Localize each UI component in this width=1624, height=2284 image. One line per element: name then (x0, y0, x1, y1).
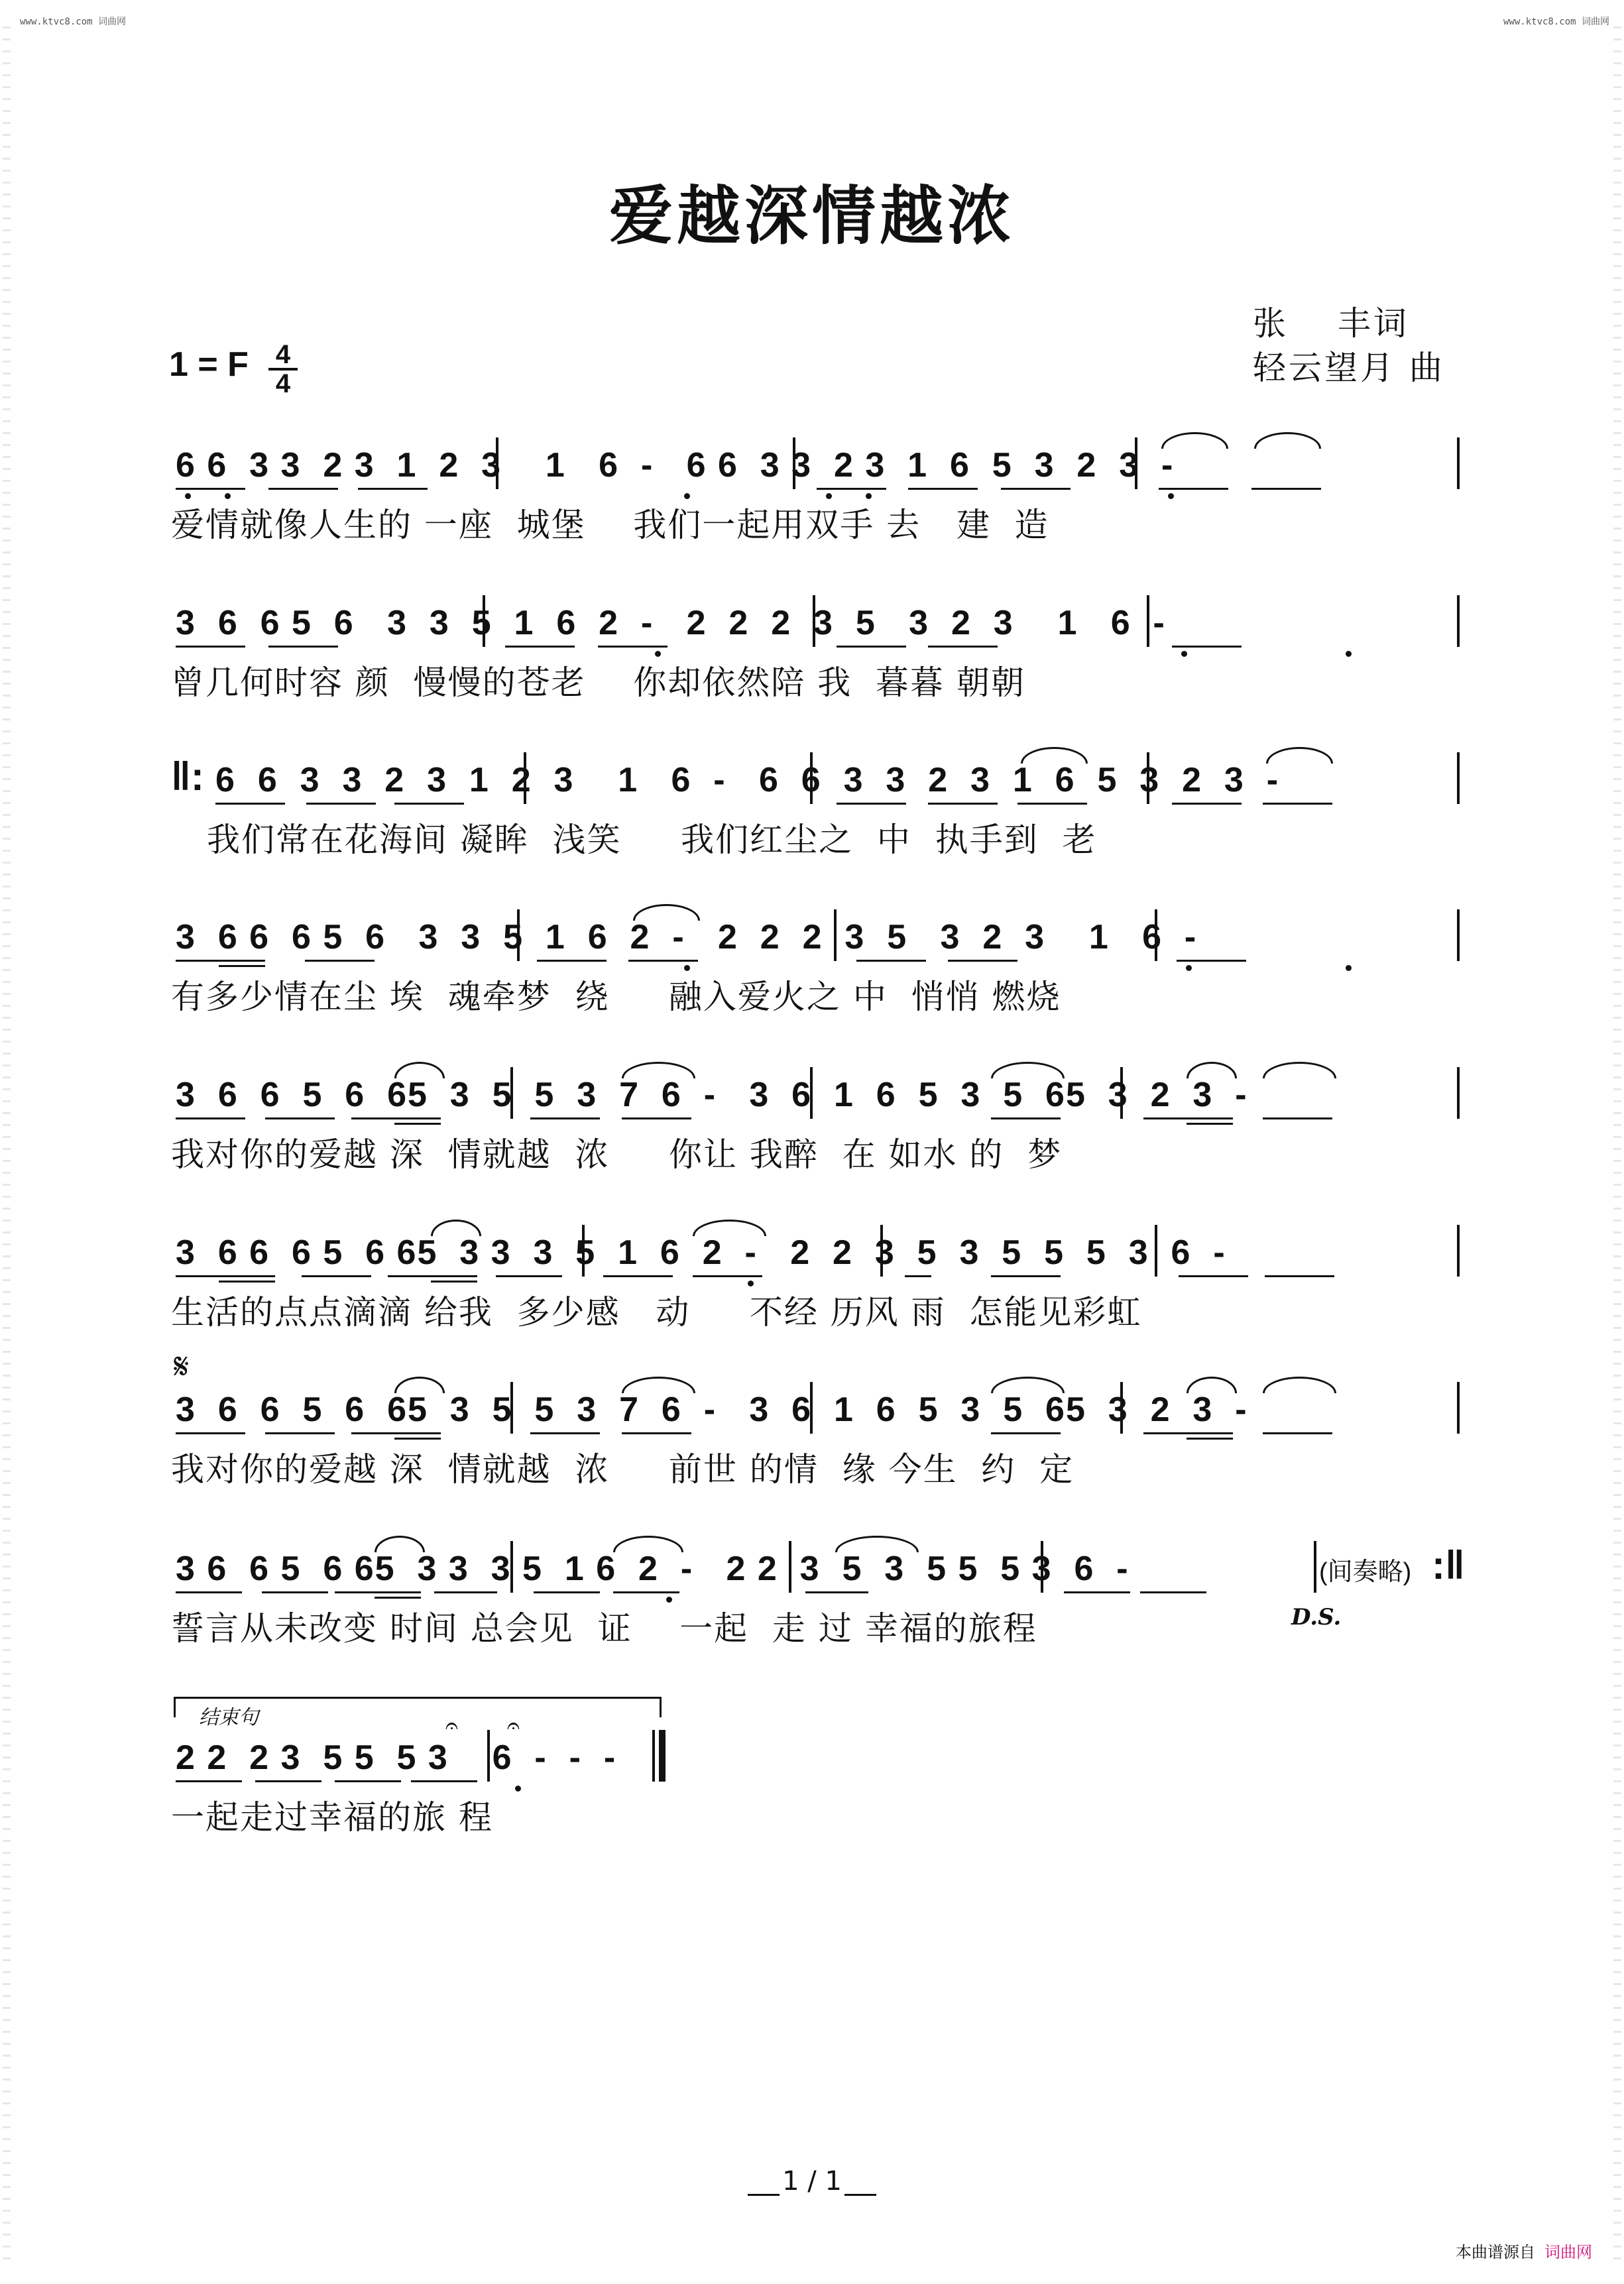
underline (1263, 1117, 1332, 1119)
slur (991, 1377, 1065, 1393)
underline (1140, 1591, 1206, 1593)
underline (411, 1780, 477, 1782)
slur (835, 1536, 919, 1552)
double-underline (219, 965, 265, 967)
barline (810, 752, 813, 804)
underline (176, 960, 265, 962)
barline (1457, 1225, 1460, 1277)
footer-source-label: 本曲谱源自 (1456, 2243, 1535, 2261)
low-octave-dot (866, 493, 872, 499)
slur (1254, 432, 1321, 449)
underline (302, 1275, 371, 1277)
barline (1120, 1382, 1123, 1434)
ending-label: 结束句 (199, 1706, 259, 1729)
underline (928, 803, 998, 805)
final-barline-thin (652, 1730, 655, 1782)
underline (598, 646, 667, 648)
underline (530, 1432, 600, 1434)
underline (1263, 803, 1332, 805)
underline (306, 803, 376, 805)
segno-sign: 𝄋 (174, 1345, 190, 1387)
notes-line: 3 6 6 5 6 65 3 5 5 3 7 6 - 3 6 1 6 5 3 5 65 3 2 3 - (176, 1076, 1248, 1114)
system-6 (0, 1225, 1624, 1344)
low-octave-dot (826, 493, 832, 499)
underline (394, 803, 464, 805)
slur (1263, 1062, 1336, 1078)
underline (1001, 488, 1071, 490)
double-underline (375, 1597, 421, 1599)
underline (928, 646, 998, 648)
low-octave-dot (684, 965, 690, 971)
barline (793, 437, 795, 489)
slur (1161, 432, 1228, 449)
lyrics-line: 誓言从未改变 时间 总会见 证 一起 走 过 幸福的旅程 (171, 1609, 1037, 1648)
barline (487, 1730, 490, 1782)
barline (813, 595, 815, 647)
key-signature: 1 = F (169, 345, 249, 384)
lyrics-line: 我对你的爱越 深 情就越 浓 你让 我醉 在 如水 的 梦 (171, 1135, 1063, 1174)
underline (176, 1117, 245, 1119)
underline (991, 1432, 1061, 1434)
underline (1064, 1591, 1130, 1593)
underline (262, 1591, 328, 1593)
low-octave-dot (1186, 965, 1192, 971)
barline (1155, 909, 1157, 961)
system-4 (0, 909, 1624, 1029)
barline (510, 1067, 513, 1119)
underline (176, 488, 245, 490)
header-url-right: www.ktvc8.com 词曲网 (1503, 17, 1610, 27)
underline (388, 1275, 477, 1277)
underline (805, 1591, 868, 1593)
slur (1266, 747, 1333, 764)
barline (1314, 1541, 1316, 1593)
slur (693, 1220, 766, 1236)
slur (991, 1062, 1065, 1078)
barline (1457, 909, 1460, 961)
underline (268, 646, 338, 648)
underline (496, 1275, 562, 1277)
underline (255, 1780, 321, 1782)
underline (537, 960, 607, 962)
slur (1021, 747, 1088, 764)
slur (1263, 1377, 1336, 1393)
low-octave-dot (655, 651, 661, 657)
underline (351, 1432, 441, 1434)
underline (534, 1591, 600, 1593)
notes-line: 3 6 6 5 6 65 3 3 3 5 1 6 2 - 2 2 3 5 3 5 5 5 3 6 - (176, 1550, 1130, 1588)
underline (176, 1591, 242, 1593)
underline (358, 488, 428, 490)
underline (335, 1591, 421, 1593)
system-2 (0, 595, 1624, 714)
low-octave-dot (1168, 493, 1174, 499)
underline (613, 1591, 679, 1593)
underline (628, 960, 698, 962)
barline (810, 1067, 813, 1119)
lyrics-line: 我们常在花海间 凝眸 浅笑 我们红尘之 中 执手到 老 (207, 821, 1097, 859)
time-signature-top: 4 (275, 340, 291, 369)
underline (908, 488, 978, 490)
underline (817, 488, 886, 490)
barline (1147, 595, 1149, 647)
barline (582, 1225, 585, 1277)
low-octave-dot (684, 493, 690, 499)
barline (524, 752, 526, 804)
low-octave-dot (1181, 651, 1187, 657)
notes-line: 3 6 6 5 6 3 3 5 1 6 2 - 2 2 2 3 5 3 2 3 1 6 - (176, 604, 1166, 642)
repeat-end-sign: :‖ (1432, 1543, 1465, 1587)
underline (1159, 488, 1228, 490)
repeat-start-sign: ‖: (171, 754, 204, 799)
composer-credit: 轻云望月 曲 (1253, 349, 1445, 387)
page-number-line-left (748, 2194, 780, 2196)
system-8 (0, 1541, 1624, 1660)
fermata-icon: 𝄐 (445, 1713, 458, 1739)
barline (1457, 595, 1460, 647)
underline (991, 1117, 1061, 1119)
underline (176, 1432, 245, 1434)
low-octave-dot (225, 493, 231, 499)
underline (335, 1780, 401, 1782)
underline (693, 1275, 762, 1277)
footer-site-link[interactable]: 词曲网 (1544, 2243, 1592, 2261)
time-signature-bottom: 4 (275, 369, 291, 398)
underline (215, 803, 285, 805)
final-barline-thick (659, 1730, 666, 1782)
slur (622, 1062, 695, 1078)
lyrics-line: 爱情就像人生的 一座 城堡 我们一起用双手 去 建 造 (171, 506, 1049, 544)
underline (176, 646, 245, 648)
barline (496, 437, 498, 489)
dal-segno-mark: D.S. (1291, 1604, 1342, 1630)
barline (1457, 752, 1460, 804)
underline (1265, 1275, 1334, 1277)
underline (1172, 646, 1242, 648)
double-underline (394, 1438, 441, 1440)
barline (1155, 1225, 1157, 1277)
underline (505, 646, 575, 648)
slur (394, 1377, 445, 1393)
lyrics-line: 曾几何时容 颜 慢慢的苍老 你却依然陪 我 暮暮 朝朝 (171, 663, 1025, 702)
barline (1457, 1382, 1460, 1434)
double-underline (394, 1123, 441, 1125)
barline (834, 909, 837, 961)
underline (622, 1432, 691, 1434)
slur (613, 1536, 683, 1552)
low-octave-dot (1346, 965, 1352, 971)
slur (1187, 1062, 1237, 1078)
barline (510, 1541, 513, 1593)
barline (810, 1382, 813, 1434)
low-octave-dot (515, 1786, 521, 1792)
underline (1172, 803, 1242, 805)
lyrics-line: 生活的点点滴滴 给我 多少感 动 不经 历风 雨 怎能见彩虹 (171, 1293, 1142, 1332)
slur (394, 1062, 445, 1078)
barline (1041, 1541, 1043, 1593)
slur (431, 1220, 481, 1236)
barline (789, 1541, 791, 1593)
page-number: 1 / 1 (782, 2166, 842, 2197)
system-5 (0, 1067, 1624, 1186)
notes-line: 6 6 3 3 2 3 1 2 3 1 6 - 6 6 3 3 2 3 1 6 5 3 2 3 - (215, 761, 1280, 799)
barline (1120, 1067, 1123, 1119)
underline (265, 1432, 335, 1434)
lyrics-line: 我对你的爱越 深 情就越 浓 前世 的情 缘 今生 约 定 (171, 1450, 1074, 1489)
underline (1179, 1275, 1248, 1277)
barline (510, 1382, 513, 1434)
double-underline (1187, 1438, 1233, 1440)
underline (305, 960, 375, 962)
barline (1135, 437, 1137, 489)
underline (622, 1117, 691, 1119)
interlude-note: (间奏略) (1319, 1558, 1412, 1586)
low-octave-dot (185, 493, 191, 499)
barline (1457, 1067, 1460, 1119)
system-7 (0, 1382, 1624, 1501)
barline (880, 1225, 883, 1277)
double-underline (431, 1281, 477, 1283)
notes-line: 6 6 3 3 2 3 1 2 3 1 6 - 6 6 3 3 2 3 1 6 5 3 2 3 - (176, 446, 1175, 485)
underline (1251, 488, 1321, 490)
song-title: 爱越深情越浓 (609, 178, 1015, 253)
system-1 (0, 437, 1624, 557)
underline (991, 1275, 1061, 1277)
underline (176, 1780, 242, 1782)
lyricist-credit: 张 丰词 (1253, 304, 1409, 343)
underline (1143, 1432, 1233, 1434)
underline (1143, 1117, 1233, 1119)
double-underline (1187, 1123, 1233, 1125)
barline (1147, 752, 1149, 804)
underline (603, 1275, 673, 1277)
low-octave-dot (666, 1597, 672, 1603)
low-octave-dot (1346, 651, 1352, 657)
slur (375, 1536, 425, 1552)
notes-line: 2 2 2 3 5 5 5 3 6 - - - (176, 1739, 617, 1777)
fermata-icon: 𝄐 (507, 1713, 520, 1739)
underline (837, 803, 906, 805)
slur (622, 1377, 695, 1393)
underline (1263, 1432, 1332, 1434)
double-underline (219, 1281, 275, 1283)
underline (268, 488, 338, 490)
barline (483, 595, 485, 647)
underline (176, 1275, 275, 1277)
slur (1187, 1377, 1237, 1393)
lyrics-line: 一起走过幸福的旅 程 (171, 1798, 493, 1837)
notes-line: 3 6 6 6 5 6 3 3 5 1 6 2 - 2 2 2 3 5 3 2 3 1 6 - (176, 918, 1198, 956)
low-octave-dot (748, 1281, 754, 1286)
time-signature (268, 341, 298, 397)
barline (517, 909, 520, 961)
underline (434, 1591, 497, 1593)
underline (905, 1275, 931, 1277)
page-number-line-right (844, 2194, 876, 2196)
underline (351, 1117, 441, 1119)
notes-line: 3 6 6 6 5 6 65 3 3 3 5 1 6 2 - 2 2 3 5 3 5 5 5 3 6 - (176, 1233, 1226, 1272)
barline (1457, 437, 1460, 489)
underline (948, 960, 1017, 962)
underline (837, 646, 906, 648)
underline (530, 1117, 600, 1119)
slur (633, 904, 700, 921)
lyrics-line: 有多少情在尘 埃 魂牵梦 绕 融入爱火之 中 悄悄 燃烧 (171, 978, 1061, 1016)
underline (856, 960, 926, 962)
header-url-left: www.ktvc8.com 词曲网 (20, 17, 127, 27)
underline (265, 1117, 335, 1119)
underline (1177, 960, 1246, 962)
notes-line: 3 6 6 5 6 65 3 5 5 3 7 6 - 3 6 1 6 5 3 5 65 3 2 3 - (176, 1391, 1248, 1429)
underline (1017, 803, 1087, 805)
system-3 (0, 752, 1624, 872)
